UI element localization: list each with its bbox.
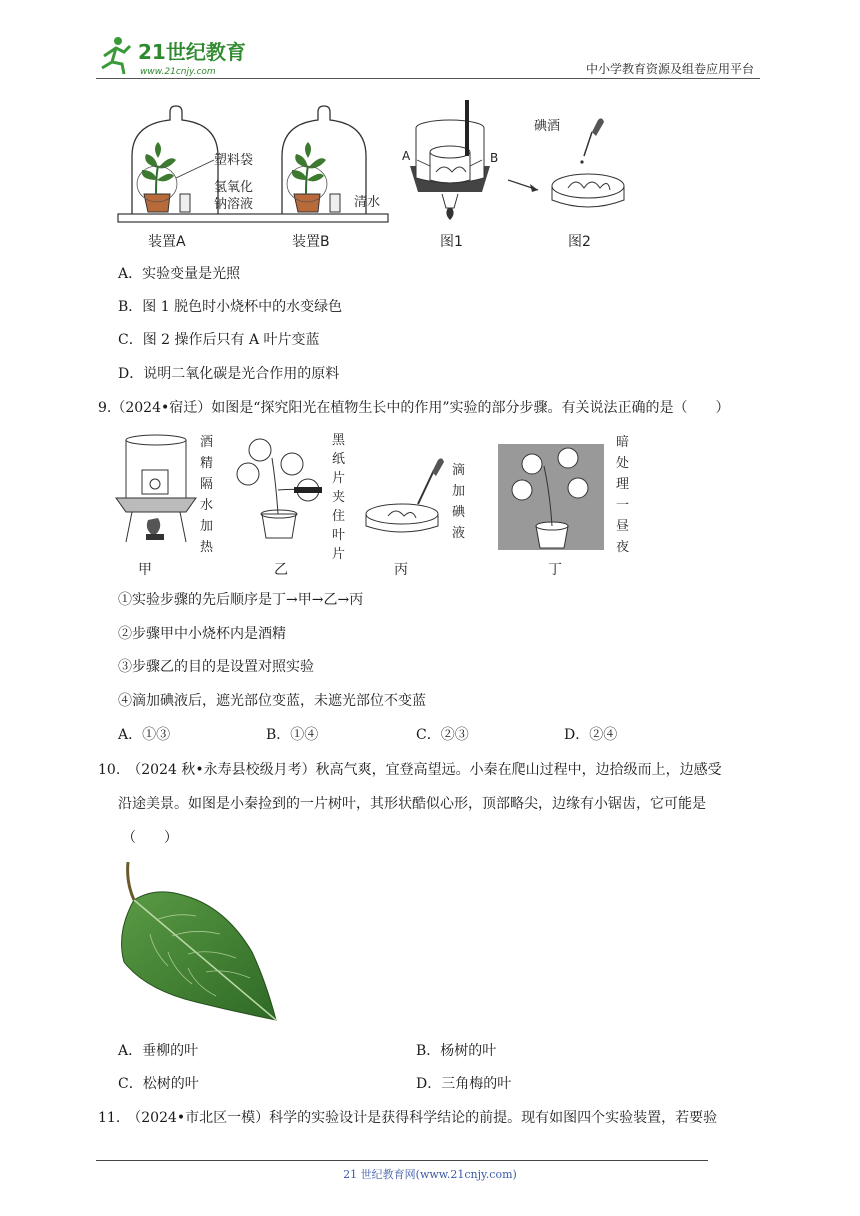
- q10-option-c: C．松树的叶: [118, 1076, 199, 1092]
- figure-2-illustration: [552, 118, 624, 207]
- q8-option-c: C．图 2 操作后只有 A 叶片变蓝: [118, 332, 320, 348]
- svg-text:昼: 昼: [616, 519, 630, 534]
- svg-text:热: 热: [200, 540, 214, 555]
- q8-figure: [110, 96, 640, 258]
- logo-url-text: www.21cnjy.com: [140, 67, 216, 77]
- footer-divider: [96, 1160, 708, 1161]
- yi-vertical-label: [332, 433, 346, 562]
- svg-text:片: 片: [332, 547, 346, 562]
- q9-option-d: D．②④: [564, 727, 618, 743]
- q9-statement-2: ②步骤甲中小烧杯内是酒精: [118, 626, 286, 642]
- q10-stem-line2: 沿途美景。如图是小秦捡到的一片树叶，其形状酷似心形，顶部略尖，边缘有小锯齿，它可能是: [118, 796, 706, 812]
- iodine-label: 碘酒: [534, 119, 561, 134]
- naoh-label-line1: 氢氧化: [214, 180, 254, 195]
- q10-stem-line1: 10. （2024 秋•永寿县校级月考）秋高气爽，宜登高望远。小秦在爬山过程中，边拾级而上，边感受: [98, 762, 722, 778]
- svg-text:水: 水: [200, 498, 214, 513]
- svg-text:加: 加: [452, 484, 466, 499]
- site-logo: [96, 34, 266, 78]
- q9-statement-3: ③步骤乙的目的是设置对照实验: [118, 659, 314, 675]
- page-header: [96, 34, 760, 78]
- q11-stem-line1: 11. （2024•市北区一模）科学的实验设计是获得科学结论的前提。现有如图四个实验装置，若要验: [98, 1110, 718, 1126]
- svg-text:处: 处: [616, 456, 630, 471]
- q9-option-a: A．①③: [118, 727, 171, 743]
- caption-bing: 丙: [394, 562, 408, 578]
- q9-figure: [112, 430, 642, 580]
- q9-stem: 9.（2024•宿迁）如图是“探究阳光在植物生长中的作用”实验的部分步骤。有关说法正确的是（ ）: [98, 400, 730, 416]
- svg-text:纸: 纸: [332, 452, 346, 467]
- runner-icon: [102, 37, 130, 74]
- svg-text:液: 液: [452, 526, 466, 541]
- q10-option-b: B．杨树的叶: [416, 1043, 497, 1059]
- leaf-image: [116, 862, 280, 1024]
- footer-site-text: 21 世纪教育网(www.21cnjy.com): [343, 1168, 517, 1181]
- logo-main-text: 21世纪教育: [138, 40, 246, 64]
- q8-option-d: D．说明二氧化碳是光合作用的原料: [118, 366, 340, 382]
- svg-text:夜: 夜: [616, 540, 630, 555]
- device-a-illustration: [132, 106, 218, 214]
- svg-text:理: 理: [616, 477, 630, 492]
- q10-option-a: A．垂柳的叶: [118, 1043, 199, 1059]
- step-jia-illustration: [116, 435, 196, 542]
- header-divider: [96, 78, 760, 79]
- svg-text:滴: 滴: [452, 463, 466, 478]
- figure-1-illustration: [410, 100, 490, 220]
- q9-statement-4: ④滴加碘液后，遮光部位变蓝，未遮光部位不变蓝: [118, 693, 426, 709]
- base-board: [118, 214, 388, 222]
- svg-text:住: 住: [332, 509, 346, 524]
- svg-text:隔: 隔: [200, 477, 214, 492]
- caption-yi: 乙: [274, 562, 288, 578]
- q9-option-c: C．②③: [416, 727, 469, 743]
- svg-text:加: 加: [200, 519, 214, 534]
- caption-jia: 甲: [138, 562, 152, 578]
- step-yi-illustration: [237, 439, 322, 538]
- svg-text:一: 一: [616, 498, 630, 513]
- svg-text:精: 精: [200, 456, 214, 471]
- ding-vertical-label: [616, 434, 629, 555]
- step-bing-illustration: [366, 458, 444, 532]
- q8-option-b: B．图 1 脱色时小烧杯中的水变绿色: [118, 299, 343, 315]
- plastic-bag-label: 塑料袋: [214, 153, 254, 168]
- svg-text:黑: 黑: [332, 433, 346, 448]
- svg-text:暗: 暗: [616, 435, 630, 450]
- jia-vertical-label: [200, 435, 214, 555]
- water-label: 清水: [354, 195, 381, 210]
- svg-text:酒: 酒: [200, 435, 214, 450]
- caption-ding: 丁: [548, 562, 562, 578]
- q10-stem-line3: （ ）: [122, 830, 178, 846]
- fig2-caption: 图2: [568, 234, 591, 250]
- fig1-label-b: B: [490, 151, 499, 165]
- bing-vertical-label: [452, 463, 466, 541]
- device-b-caption: 装置B: [292, 234, 330, 250]
- svg-text:叶: 叶: [332, 528, 346, 543]
- fig1-label-a: A: [402, 149, 411, 163]
- header-platform-text: 中小学教育资源及组卷应用平台: [585, 62, 754, 76]
- svg-text:碘: 碘: [452, 505, 466, 520]
- fig1-caption: 图1: [440, 234, 463, 250]
- q9-statement-1: ①实验步骤的先后顺序是丁→甲→乙→丙: [118, 592, 364, 608]
- svg-text:夹: 夹: [332, 490, 346, 505]
- svg-text:片: 片: [332, 471, 346, 486]
- q8-option-a: A．实验变量是光照: [118, 266, 241, 282]
- q10-option-d: D．三角梅的叶: [416, 1076, 512, 1092]
- q9-option-b: B．①④: [266, 727, 319, 743]
- device-a-caption: 装置A: [148, 234, 186, 250]
- naoh-label-line2: 钠溶液: [214, 197, 254, 212]
- step-ding-illustration: [498, 444, 604, 550]
